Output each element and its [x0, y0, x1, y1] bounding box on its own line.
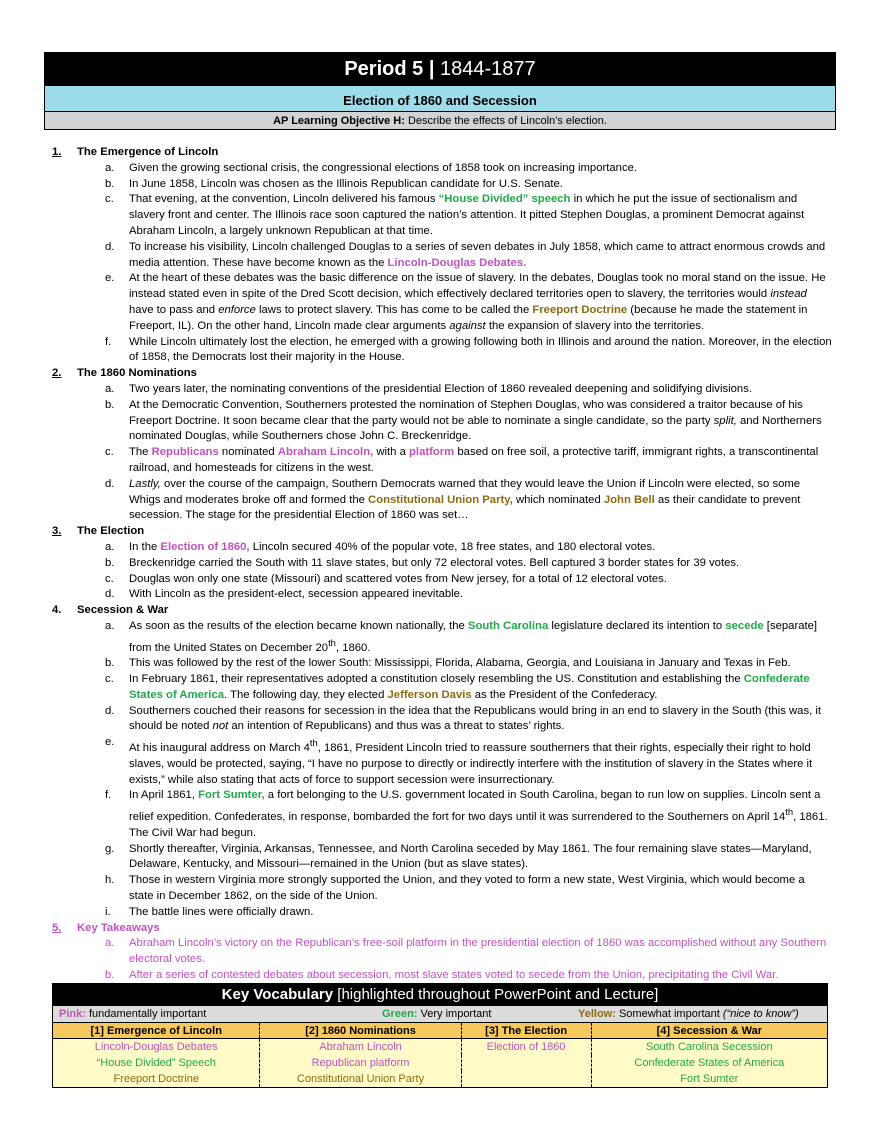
list-item: c. That evening, at the convention, Lincoln delivered his famous “House Divided” speech in which he put the issue of sectionalism and slavery front and center. The Illinois race soon captured the nation’s attention. It pitted Stephen Douglas, a prominent Democrat against Abraham Lincoln, a largely unknown Republican at that time. — [105, 193, 805, 237]
list-item: h. Those in western Virginia more strongly supported the Union, and they voted to form a new state, West Virginia, which would become a state in December 1862, on the side of the Union. — [105, 874, 805, 902]
vocab-highlight: “House Divided” speech — [438, 193, 571, 206]
list-item: b. At the Democratic Convention, Southerners protested the nomination of Stephen Douglas, who was considered a traitor because of his Freeport Doctrine. It soon became clear that the party would not be able to nominate a single candidate, so the party split, and Northerners nominated Douglas, while Southerners chose John C. Breckenridge. — [105, 398, 822, 443]
vocab-highlight: Jefferson Davis — [387, 688, 472, 701]
section-title: Key Takeaways — [77, 921, 160, 934]
section-heading-1: 1. The Emergence of Lincoln — [52, 145, 832, 161]
list-item: f. In April 1861, Fort Sumter, a fort belonging to the U.S. government located in South Carolina, began to run low on supplies. Lincoln sent a relief expedition. Confederates, in response, bombarded the fort for two days until it was surrendered to the Southerners on April 14th, 1861. The Civil War had begun. — [105, 789, 828, 839]
list-item: d. To increase his visibility, Lincoln challenged Douglas to a series of seven debates in July 1858, which came to attract enormous crowds and media attention. These have become known as the Lincoln-Douglas Debates. — [105, 240, 826, 269]
period-separator: | — [428, 58, 435, 80]
vocab-column-header: [3] The Election — [461, 1023, 591, 1039]
vocab-highlight: Republicans — [151, 446, 219, 459]
legend-pink: Pink: fundamentally important — [59, 1008, 207, 1020]
vocab-highlight: Freeport Doctrine — [532, 303, 628, 316]
period-years: 1844-1877 — [440, 58, 536, 80]
period-title-bar — [45, 53, 835, 85]
table-row — [53, 1071, 827, 1087]
list-item: a. As soon as the results of the election became known nationally, the South Carolina legislature declared its intention to secede [separate] from the United States on December 20th, 1860. — [105, 619, 818, 654]
list-item: f. While Lincoln ultimately lost the election, he emerged with a growing following both in Illinois and around the nation. Moreover, in the election of 1858, the Democrats lost their majority in the House. — [105, 335, 832, 364]
table-row — [53, 1039, 827, 1055]
vocab-header-row — [53, 1023, 827, 1039]
legend-yellow: Yellow: Somewhat important (“nice to know”) — [578, 1008, 799, 1020]
section-heading-2: 2. The 1860 Nominations — [52, 366, 832, 382]
vocab-table — [53, 1022, 827, 1087]
vocab-cell: Republican platform — [260, 1055, 461, 1071]
vocab-cell — [461, 1055, 591, 1071]
vocab-highlight: secede — [725, 619, 764, 632]
list-item: a. In the Election of 1860, Lincoln secured 40% of the popular vote, 18 free states, and 180 electoral votes. — [105, 540, 656, 553]
list-item: a. Abraham Lincoln’s victory on the Republican’s free-soil platform in the presidential election of 1860 was accomplished without any Southern electoral votes. — [105, 937, 827, 966]
table-row — [53, 1055, 827, 1071]
vocab-column-header: [4] Secession & War — [591, 1023, 827, 1039]
vocab-cell: Constitutional Union Party — [260, 1071, 461, 1087]
vocab-cell: South Carolina Secession — [591, 1039, 827, 1055]
vocab-column-header: [1] Emergence of Lincoln — [53, 1023, 260, 1039]
vocab-cell: Confederate States of America — [591, 1055, 827, 1071]
list-item: c. In February 1861, their representatives adopted a constitution closely resembling the US. Constitution and establishing the Confederate States of America. The following day, they elected Jefferson Davis as the President of the Confederacy. — [105, 673, 810, 701]
period-label: Period 5 — [344, 58, 424, 80]
list-item: a. Given the growing sectional crisis, the congressional elections of 1858 took on increasing importance. — [105, 161, 638, 174]
section-title: The Election — [77, 525, 145, 538]
list-item: e. At the heart of these debates was the basic difference on the issue of slavery. In the debates, Douglas took no moral stand on the issue. He instead stated even in spite of the Dred Scott decision, which effectively declared territories open to slavery, the territories would instead have to pass and enforce laws to protect slavery. This has come to be called the Freeport Doctrine (because he made the statement in Freeport, IL). On the other hand, Lincoln made clear arguments against the expansion of slavery into the territories. — [105, 272, 826, 332]
list-item: d. Southerners couched their reasons for secession in the idea that the Republicans would bring in an end to slavery in the South (this was, it should be noted not an intention of Republicans) and thus was a threat to states’ rights. — [105, 704, 822, 733]
list-item: c. Douglas won only one state (Missouri) and scattered votes from New jersey, for a total of 12 electoral votes. — [105, 572, 667, 585]
list-item: d. Lastly, over the course of the campaign, Southern Democrats warned that they would leave the Union if Lincoln were elected, so some Whigs and moderates broke off and formed the Constitutional Union Party, which nominated John Bell as their candidate to prevent secession. The stage for the presidential Election of 1860 was set… — [105, 477, 801, 522]
section-title: Secession & War — [77, 604, 169, 617]
section-heading-5: 5. Key Takeaways — [52, 921, 832, 937]
list-item: b. After a series of contested debates about secession, most slave states voted to secede from the Union, precipitating the Civil War. — [105, 968, 779, 981]
vocab-cell: Election of 1860 — [461, 1039, 591, 1055]
vocab-highlight: Fort Sumter, — [198, 789, 265, 802]
key-vocabulary-box — [52, 983, 828, 1088]
vocab-cell: Fort Sumter — [591, 1071, 827, 1087]
legend-green: Green: Very important — [382, 1008, 492, 1020]
vocab-highlight: Lincoln-Douglas Debates. — [387, 256, 527, 269]
vocab-header: Key Vocabulary [highlighted throughout PowerPoint and Lecture] — [53, 984, 827, 1006]
list-item: b. Breckenridge carried the South with 11 slave states, but only 72 electoral votes. Bell captured 3 border states for 39 votes. — [105, 556, 740, 569]
vocab-column-header: [2] 1860 Nominations — [260, 1023, 461, 1039]
vocab-cell: Freeport Doctrine — [53, 1071, 260, 1087]
page-header — [44, 52, 836, 130]
list-item: e. At his inaugural address on March 4th, 1861, President Lincoln tried to reassure southerners that their rights, especially their right to hold slaves, would be protected, saying, “I have no purpose to directly or indirectly interfere with the institution of slavery in the States where it exists,” while also stating that acts of force to support secession were insurrectionary. — [105, 736, 813, 786]
vocab-cell: Lincoln-Douglas Debates — [53, 1039, 260, 1055]
list-item: b. In June 1858, Lincoln was chosen as the Illinois Republican candidate for U.S. Senate. — [105, 177, 563, 190]
vocab-cell: Abraham Lincoln — [260, 1039, 461, 1055]
list-item: g. Shortly thereafter, Virginia, Arkansas, Tennessee, and North Carolina seceded by May 1861. The four remaining slave states—Maryland, Delaware, Kentucky, and Missouri—remained in the Union (but as slave states). — [105, 842, 812, 871]
vocab-highlight: John Bell — [603, 493, 655, 506]
vocab-highlight: Election of 1860, — [160, 540, 250, 553]
vocab-highlight: Constitutional Union Party, — [368, 493, 513, 506]
list-item: d. With Lincoln as the president-elect, secession appeared inevitable. — [105, 588, 464, 601]
vocab-highlight: South Carolina — [467, 619, 549, 632]
list-item: i. The battle lines were officially drawn. — [105, 905, 314, 918]
section-title: The Emergence of Lincoln — [77, 146, 219, 158]
list-item: c. The Republicans nominated Abraham Lincoln, with a platform based on free soil, a protective tariff, immigrant rights, a transcontinental railroad, and homesteads for citizens in the west. — [105, 446, 819, 474]
outline-content — [52, 145, 832, 984]
section-heading-4: 4. Secession & War — [52, 603, 832, 619]
vocab-cell: “House Divided” Speech — [53, 1055, 260, 1071]
lesson-title: Election of 1860 and Secession — [45, 85, 835, 111]
objective-text: Describe the effects of Lincoln’s election. — [407, 115, 607, 127]
section-title: The 1860 Nominations — [77, 367, 197, 380]
section-heading-3: 3. The Election — [52, 524, 832, 540]
vocab-highlight: platform — [409, 446, 455, 459]
list-item: b. This was followed by the rest of the lower South: Mississippi, Florida, Alabama, Georgia, and Louisiana in January and Texas in Feb. — [105, 657, 791, 670]
vocab-legend — [53, 1006, 827, 1022]
list-item: a. Two years later, the nominating conventions of the presidential Election of 1860 revealed deepening and solidifying divisions. — [105, 382, 752, 395]
vocab-cell — [461, 1071, 591, 1087]
vocab-highlight: Abraham Lincoln, — [277, 446, 374, 459]
objective-label: AP Learning Objective H: — [273, 115, 405, 127]
vocab-highlight: Confederate States of America — [129, 673, 810, 701]
learning-objective — [45, 111, 835, 129]
